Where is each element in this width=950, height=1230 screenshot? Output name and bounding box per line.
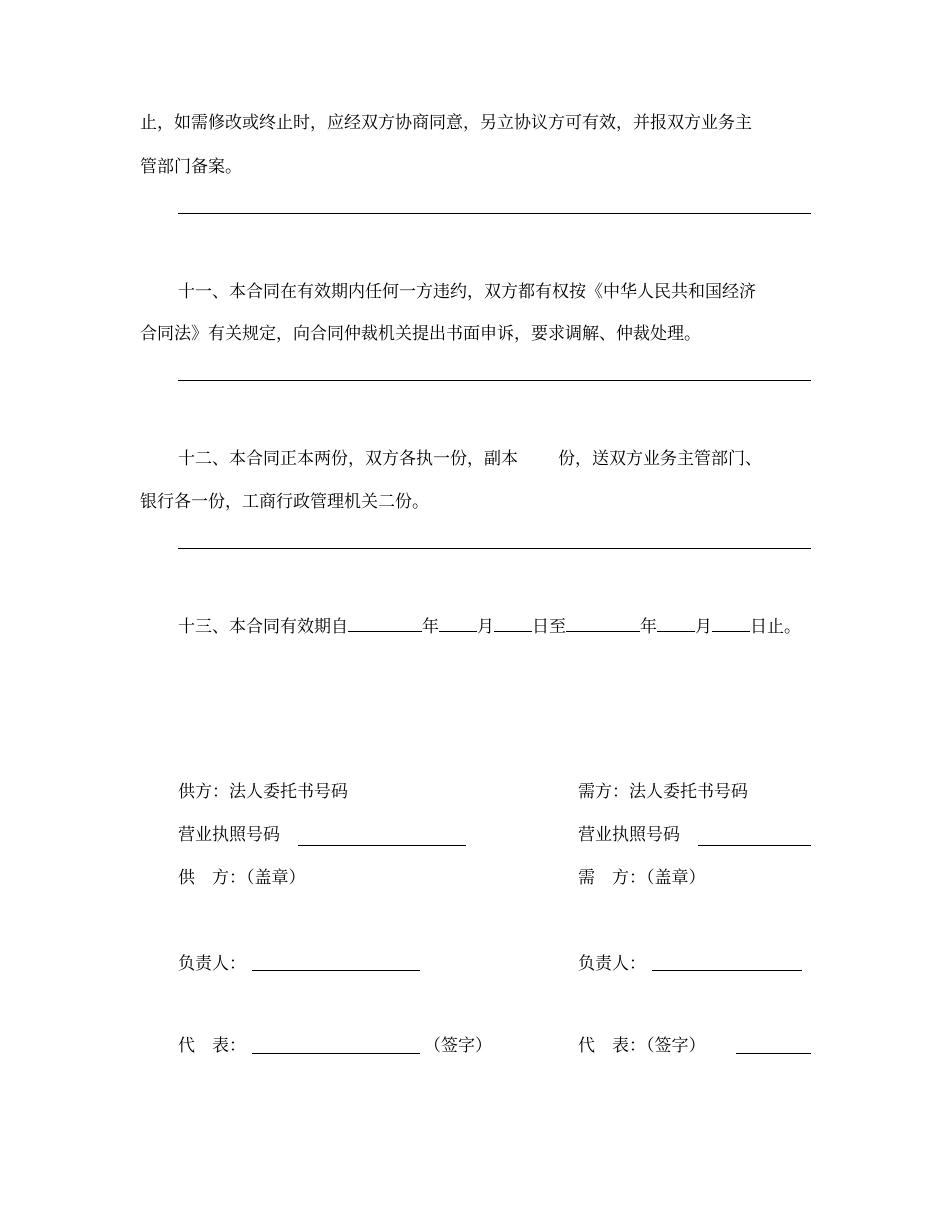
buyer-seal: 需 方：（盖章） — [578, 868, 706, 888]
start-month-label: 月 — [477, 617, 494, 637]
clause-12-text-a: 十二、本合同正本两份，双方各执一份，副本 — [178, 449, 518, 469]
supplier-representative-field[interactable] — [252, 1053, 420, 1054]
supplier-proxy-number: 供方：法人委托书号码 — [178, 782, 348, 802]
end-day-label: 日止。 — [750, 617, 801, 637]
buyer-person-in-charge-field[interactable] — [652, 970, 802, 971]
buyer-license-label: 营业执照号码 — [578, 825, 680, 845]
supplier-seal: 供 方：（盖章） — [178, 868, 306, 888]
buyer-license-field[interactable] — [698, 845, 811, 846]
end-year-label: 年 — [640, 617, 657, 637]
start-day-blank[interactable] — [494, 613, 532, 632]
buyer-representative-label: 代 表：（签字） — [578, 1036, 706, 1056]
buyer-proxy-number: 需方：法人委托书号码 — [578, 782, 748, 802]
clause-10-line-2: 管部门备案。 — [140, 157, 242, 177]
start-month-blank[interactable] — [439, 613, 477, 632]
supplier-representative-label: 代 表： — [178, 1036, 246, 1056]
start-year-blank[interactable] — [348, 613, 422, 632]
supplier-license-label: 营业执照号码 — [178, 825, 280, 845]
supplier-sign-label: （签字） — [424, 1036, 492, 1056]
supplier-person-in-charge-field[interactable] — [252, 970, 420, 971]
buyer-person-in-charge-label: 负责人： — [578, 954, 646, 974]
clause-10-line-1: 止，如需修改或终止时，应经双方协商同意，另立协议方可有效，并报双方业务主 — [140, 113, 752, 133]
end-day-blank[interactable] — [712, 613, 750, 632]
end-month-blank[interactable] — [657, 613, 695, 632]
clause-12-line-1 — [178, 437, 868, 481]
supplier-person-in-charge-label: 负责人： — [178, 954, 246, 974]
clause-12-text-b: 份，送双方业务主管部门、 — [558, 449, 762, 469]
clause-11-line-2: 合同法》有关规定，向合同仲裁机关提出书面申诉，要求调解、仲裁处理。 — [140, 324, 701, 344]
buyer-representative-field[interactable] — [736, 1053, 811, 1054]
clause-12-divider — [178, 548, 811, 549]
start-day-label: 日至 — [532, 617, 566, 637]
clause-13-prefix: 十三、本合同有效期自 — [178, 617, 348, 637]
clause-13-line — [178, 605, 868, 649]
start-year-label: 年 — [422, 617, 439, 637]
clause-11-line-1: 十一、本合同在有效期内任何一方违约，双方都有权按《中华人民共和国经济 — [178, 282, 756, 302]
clause-10-divider — [178, 213, 811, 214]
clause-11-divider — [178, 380, 811, 381]
clause-12-line-2: 银行各一份，工商行政管理机关二份。 — [140, 492, 429, 512]
end-month-label: 月 — [695, 617, 712, 637]
supplier-license-field[interactable] — [298, 845, 466, 846]
end-year-blank[interactable] — [566, 613, 640, 632]
